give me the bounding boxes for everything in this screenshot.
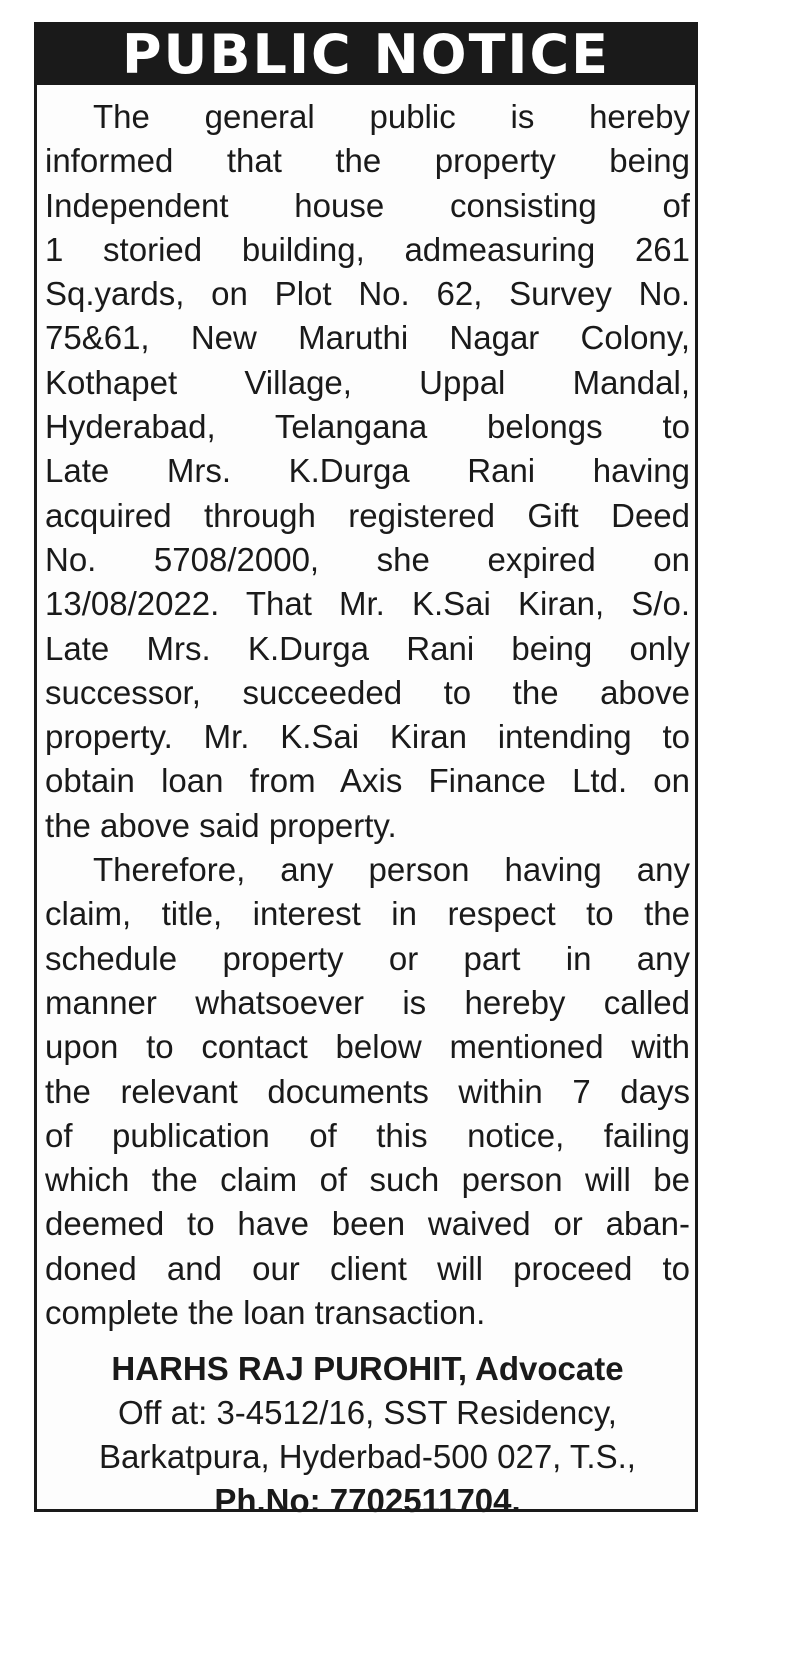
text-line: of publication of this notice, failing [45,1116,690,1154]
text-line: manner whatsoever is hereby called [45,983,690,1021]
text-line: successor, succeeded to the above [45,673,690,711]
text-line: Late Mrs. K.Durga Rani having [45,452,690,490]
text-line: schedule property or part in any [45,939,690,977]
text-line: Kothapet Village, Uppal Mandal, [45,363,690,401]
phone-number: Ph.No: 7702511704. [214,1482,521,1519]
text-line: acquired through registered Gift Deed [45,496,690,534]
text-line: the relevant documents within 7 days [45,1072,690,1110]
text-line: Therefore, any person having any [93,851,690,889]
text-line: which the claim of such person will be [45,1161,690,1199]
text-line: No. 5708/2000, she expired on [45,540,690,578]
text-line: Hyderabad, Telangana belongs to [45,408,690,446]
text-line: Independent house consisting of [45,186,690,224]
text-line: upon to contact below mentioned with [45,1028,690,1066]
text-line: obtain loan from Axis Finance Ltd. on [45,762,690,800]
text-line: Late Mrs. K.Durga Rani being only [45,629,690,667]
advocate-name: HARHS RAJ PUROHIT, Advocate [111,1350,624,1387]
text-line: informed that the property being [45,142,690,180]
office-address-line-2: Barkatpura, Hyderbad-500 027, T.S., [99,1438,636,1475]
paragraph-1 [45,95,690,848]
paragraph-2 [45,848,690,1335]
text-line: property. Mr. K.Sai Kiran intending to [45,718,690,756]
text-line: doned and our client will proceed to [45,1249,690,1287]
notice-title: PUBLIC NOTICE [37,25,695,85]
text-line: 13/08/2022. That Mr. K.Sai Kiran, S/o. [45,585,690,623]
text-line: the above said property. [45,806,397,844]
public-notice [34,22,698,1519]
text-line: claim, title, interest in respect to the [45,895,690,933]
text-line: complete the loan transaction. [45,1294,486,1332]
office-address-line-1: Off at: 3-4512/16, SST Residency, [118,1394,617,1431]
text-line: 1 storied building, admeasuring 261 [45,230,690,268]
text-line: Sq.yards, on Plot No. 62, Survey No. [45,275,690,313]
text-line: deemed to have been waived or aban- [45,1205,690,1243]
text-line: The general public is hereby [93,98,690,135]
notice-body [45,95,690,1335]
text-line: 75&61, New Maruthi Nagar Colony, [45,319,690,357]
